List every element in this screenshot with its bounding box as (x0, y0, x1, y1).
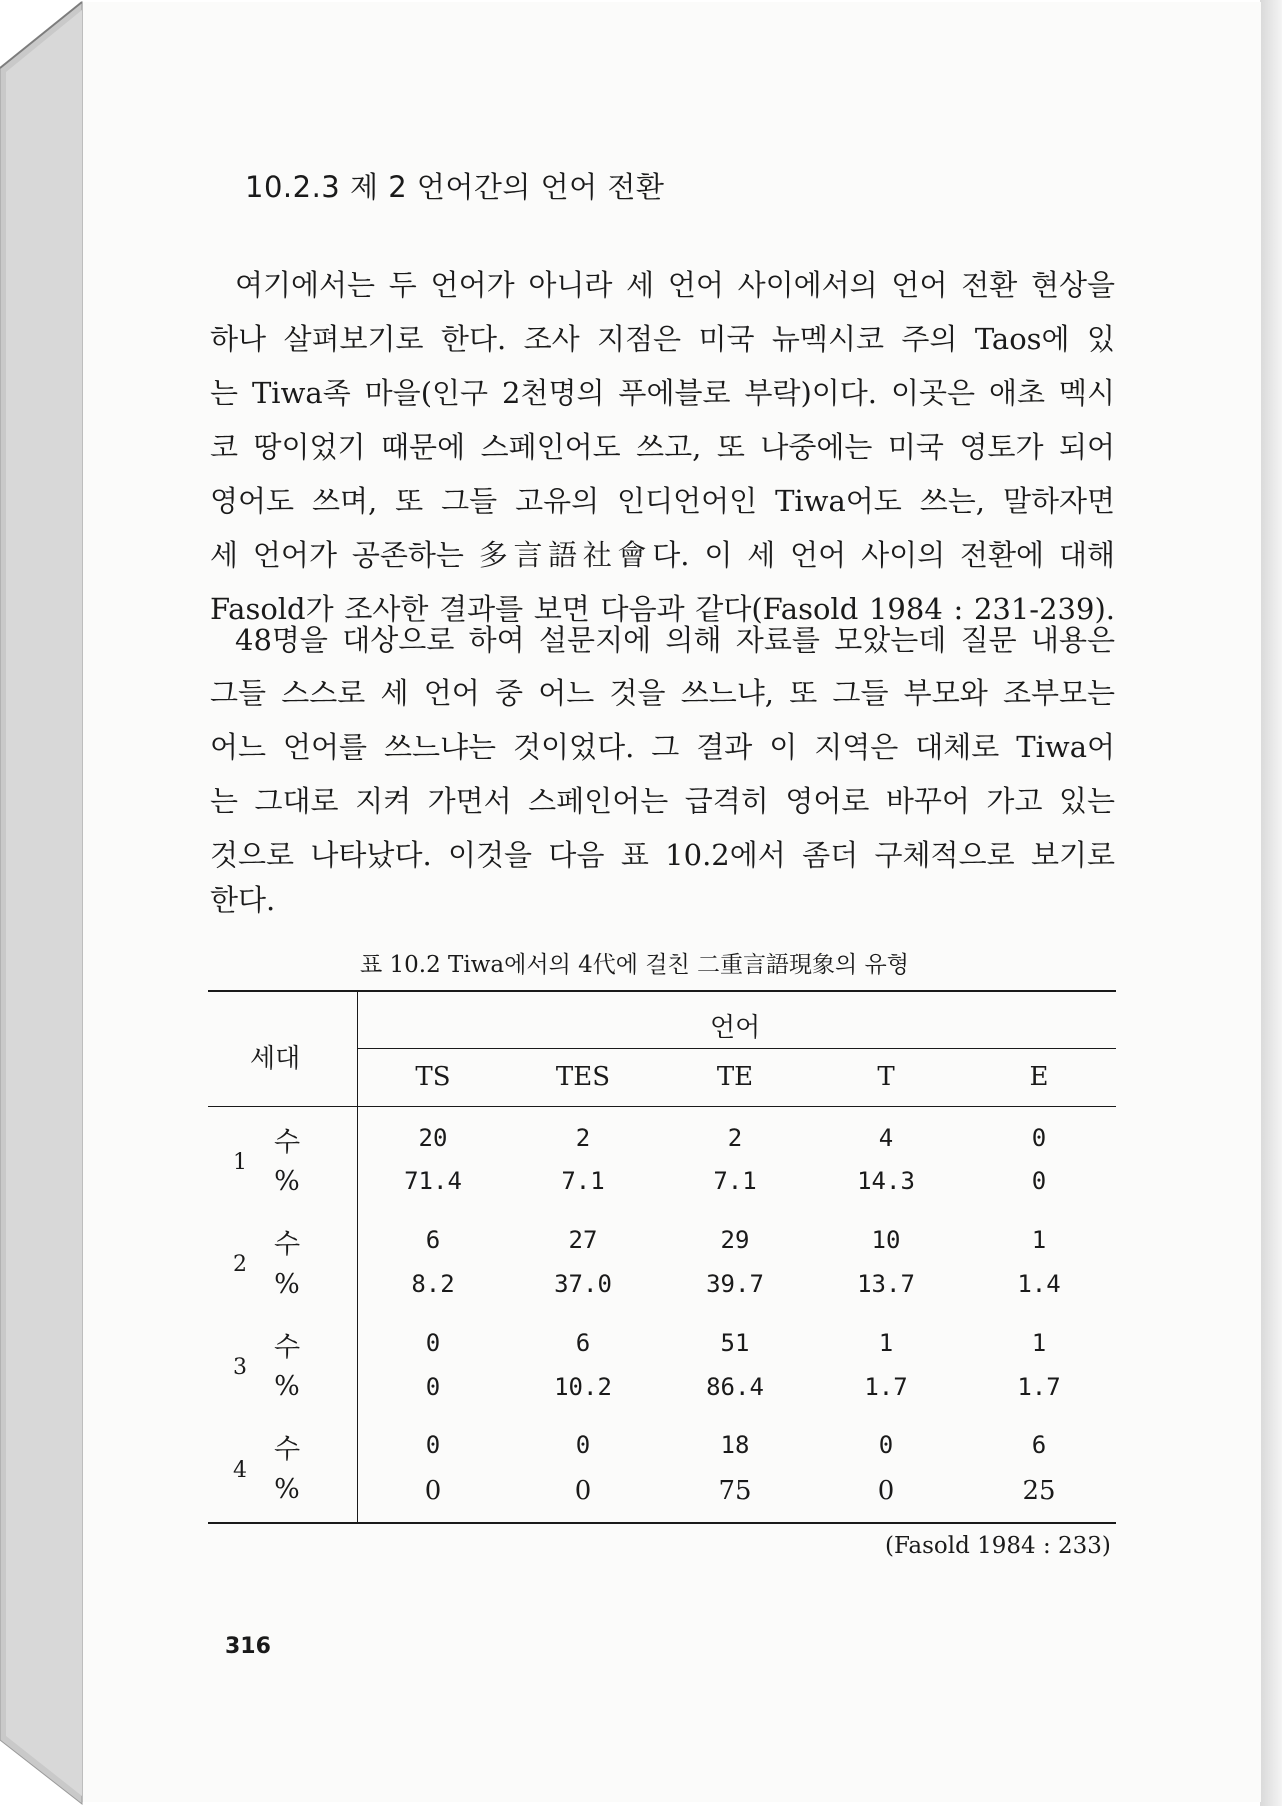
percent-label: % (274, 1166, 300, 1197)
count-label: 수 (273, 1434, 301, 1465)
table-cell: 0 (425, 1431, 441, 1459)
text-line: 그들 스스로 세 언어 중 어느 것을 쓰느냐, 또 그들 부모와 조부모는 (210, 676, 1115, 710)
table-bottom-rule (208, 1522, 1116, 1524)
table-cell: 6 (575, 1329, 591, 1357)
column-header-te: TE (716, 1062, 754, 1092)
header-rule (357, 1048, 1116, 1049)
table-cell: 86.4 (706, 1373, 764, 1401)
percent-label: % (274, 1269, 300, 1300)
table-source: (Fasold 1984 : 233) (885, 1533, 1111, 1559)
text-line: 는 그대로 지켜 가면서 스페인어는 급격히 영어로 바꾸어 가고 있는 (210, 784, 1115, 818)
text-line: 것으로 나타났다. 이것을 다음 표 10.2에서 좀더 구체적으로 보기로 (210, 838, 1115, 872)
table-cell: 0 (424, 1476, 442, 1506)
text-line: Fasold가 조사한 결과를 보면 다음과 같다(Fasold 1984 : 231-239). (210, 592, 1115, 626)
table-cell: 51 (720, 1329, 750, 1357)
count-label: 수 (273, 1332, 301, 1363)
table-cell: 0 (1031, 1167, 1047, 1195)
text-line: 한다. (210, 883, 276, 917)
header-bottom-rule (208, 1106, 1116, 1107)
table-cell: 2 (575, 1124, 591, 1152)
table-cell: 2 (727, 1124, 743, 1152)
table-top-rule (208, 990, 1116, 992)
text-line: 영어도 쓰며, 또 그들 고유의 인디언어인 Tiwa어도 쓰는, 말하자면 (210, 484, 1115, 518)
table-cell: 10 (871, 1226, 901, 1254)
text-line: 세 언어가 공존하는 多言語社會다. 이 세 언어 사이의 전환에 대해 (210, 538, 1115, 572)
table-cell: 18 (720, 1431, 750, 1459)
column-header-ts: TS (415, 1062, 451, 1092)
table-cell: 1.7 (1017, 1373, 1061, 1401)
text-line: 48명을 대상으로 하여 설문지에 의해 자료를 모았는데 질문 내용은 (235, 623, 1115, 657)
column-header-t: T (877, 1062, 895, 1092)
table-cell: 0 (877, 1476, 895, 1506)
generation-label: 4 (233, 1458, 247, 1483)
table-cell: 29 (720, 1226, 750, 1254)
table-cell: 8.2 (411, 1270, 455, 1298)
percent-label: % (274, 1474, 300, 1505)
table-cell: 1.7 (864, 1373, 908, 1401)
table-cell: 0 (425, 1373, 441, 1401)
page-right-shadow (1260, 0, 1282, 1806)
generation-label: 1 (233, 1150, 247, 1175)
table-cell: 1 (1031, 1226, 1047, 1254)
table-cell: 71.4 (404, 1167, 462, 1195)
text-line: 어느 언어를 쓰느냐는 것이었다. 그 결과 이 지역은 대체로 Tiwa어 (210, 730, 1115, 764)
table-cell: 39.7 (706, 1270, 764, 1298)
text-line: 하나 살펴보기로 한다. 조사 지점은 미국 뉴멕시코 주의 Taos에 있 (210, 322, 1115, 356)
table-cell: 13.7 (857, 1270, 915, 1298)
table-cell: 0 (575, 1431, 591, 1459)
count-label: 수 (273, 1229, 301, 1260)
text-line: 는 Tiwa족 마을(인구 2천명의 푸에블로 부락)이다. 이곳은 애초 멕시 (210, 376, 1115, 410)
table-cell: 0 (878, 1431, 894, 1459)
table-cell: 1 (1031, 1329, 1047, 1357)
table-cell: 14.3 (857, 1167, 915, 1195)
table-cell: 75 (718, 1476, 752, 1506)
page-number: 316 (225, 1634, 271, 1659)
column-header-tes: TES (555, 1062, 611, 1092)
generation-header: 세대 (250, 1044, 301, 1074)
text-line: 여기에서는 두 언어가 아니라 세 언어 사이에서의 언어 전환 현상을 (235, 268, 1115, 302)
table-cell: 10.2 (554, 1373, 612, 1401)
table-cell: 0 (1031, 1124, 1047, 1152)
count-label: 수 (273, 1127, 301, 1158)
generation-label: 2 (233, 1252, 247, 1277)
table-cell: 1.4 (1017, 1270, 1061, 1298)
section-heading: 10.2.3 제 2 언어간의 언어 전환 (245, 170, 665, 204)
table-cell: 7.1 (561, 1167, 605, 1195)
table-cell: 4 (878, 1124, 894, 1152)
table-caption: 표 10.2 Tiwa에서의 4代에 걸친 二重言語現象의 유형 (360, 952, 909, 978)
table-cell: 20 (418, 1124, 448, 1152)
table-cell: 25 (1022, 1476, 1056, 1506)
table-cell: 6 (1031, 1431, 1047, 1459)
language-header: 언어 (710, 1013, 761, 1043)
table-cell: 7.1 (713, 1167, 757, 1195)
table-cell: 0 (425, 1329, 441, 1357)
percent-label: % (274, 1371, 300, 1402)
table-cell: 37.0 (554, 1270, 612, 1298)
table-cell: 0 (574, 1476, 592, 1506)
column-header-e: E (1029, 1062, 1049, 1092)
text-line: 코 땅이었기 때문에 스페인어도 쓰고, 또 나중에는 미국 영토가 되어 (210, 430, 1115, 464)
table-cell: 27 (568, 1226, 598, 1254)
table-cell: 1 (878, 1329, 894, 1357)
table-cell: 6 (425, 1226, 441, 1254)
generation-label: 3 (233, 1355, 247, 1380)
